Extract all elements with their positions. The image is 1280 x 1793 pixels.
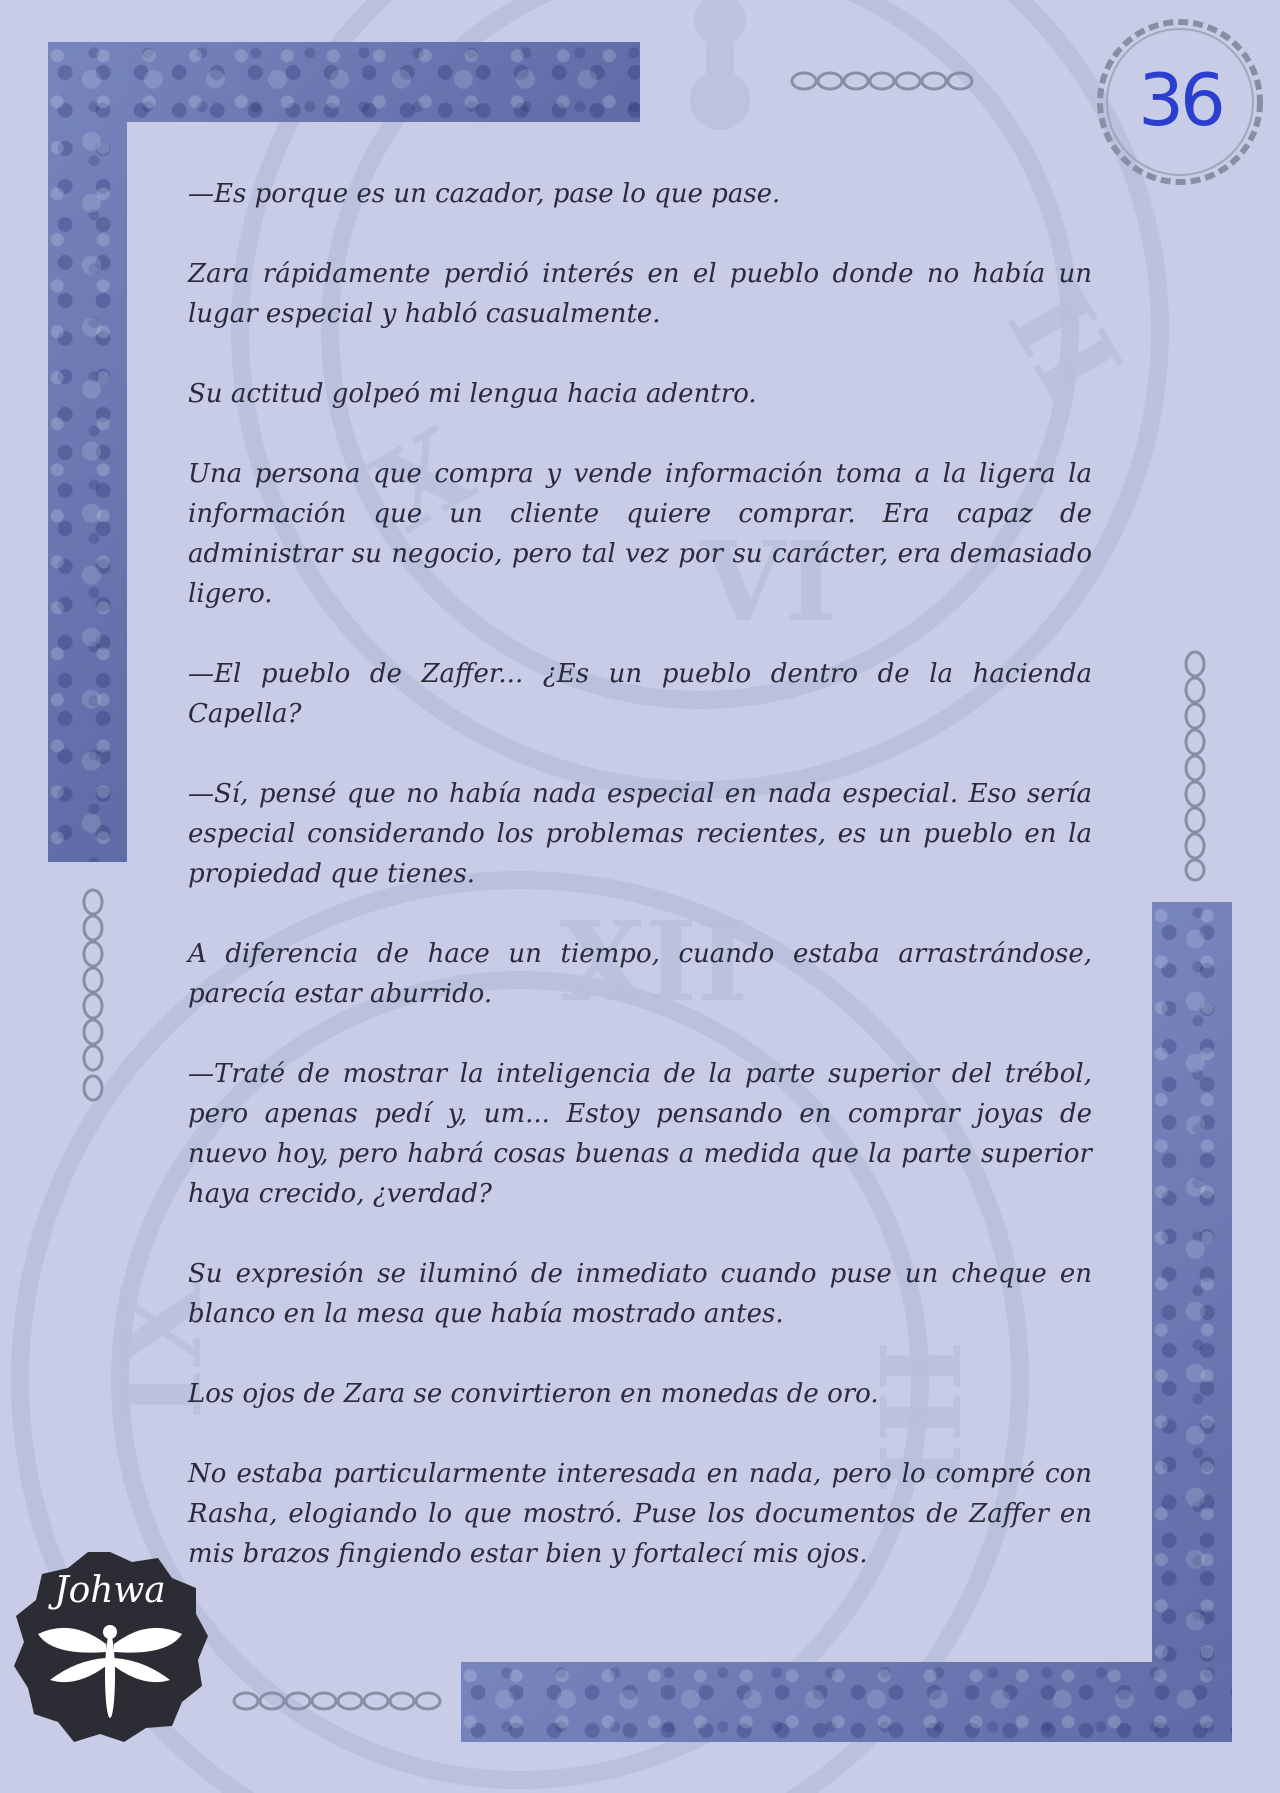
chain-decoration-bottom	[232, 1686, 442, 1716]
paragraph: —El pueblo de Zaffer... ¿Es un pueblo dentro de la hacienda Capella?	[188, 659, 1092, 729]
paragraph: No estaba particularmente interesada en nada, pero lo compré con Rasha, elogiando lo que mostró. Puse los documentos de Zaffer en mis brazos fingiendo estar bien y fortalecí mis ojos.	[188, 1459, 1092, 1569]
page-number: 36	[1138, 58, 1222, 142]
chain-decoration-right	[1180, 650, 1210, 882]
paragraph: A diferencia de hace un tiempo, cuando estaba arrastrándose, parecía estar aburrido.	[188, 939, 1092, 1009]
svg-text:X: X	[353, 402, 493, 558]
floral-frame-left	[48, 42, 127, 862]
floral-frame-bottom	[461, 1662, 1232, 1742]
floral-frame-top	[48, 42, 640, 122]
svg-text:II: II	[982, 266, 1147, 421]
paragraph: —Traté de mostrar la inteligencia de la parte superior del trébol, pero apenas pedí y, um... Estoy pensando en comprar joyas de nuevo hoy, pero habrá cosas buenas a medida que la parte superior haya crecido, ¿verdad?	[188, 1059, 1092, 1209]
chain-decoration-left	[78, 888, 108, 1108]
floral-frame-right	[1152, 902, 1232, 1707]
paragraph: Los ojos de Zara se convirtieron en monedas de oro.	[188, 1379, 879, 1409]
paragraph: —Sí, pensé que no había nada especial en nada especial. Eso sería especial considerando los problemas recientes, es un pueblo en la propiedad que tienes.	[188, 779, 1092, 889]
svg-text:VI: VI	[700, 517, 837, 646]
svg-text:XII: XII	[560, 897, 749, 1026]
chain-decoration-top	[790, 66, 986, 96]
svg-text:III: III	[854, 1340, 983, 1495]
paragraph: Zara rápidamente perdió interés en el pueblo donde no había un lugar especial y habló casualmente.	[188, 259, 1092, 329]
story-text	[188, 174, 1092, 1614]
svg-text:IX: IX	[97, 1283, 226, 1420]
logo-text: Johwa	[54, 1570, 166, 1611]
paragraph: Su expresión se iluminó de inmediato cuando puse un cheque en blanco en la mesa que había mostrado antes.	[188, 1259, 1092, 1329]
paragraph: Una persona que compra y vende información toma a la ligera la información que un cliente quiere comprar. Era capaz de administrar su negocio, pero tal vez por su carácter, era demasiado ligero.	[188, 459, 1092, 609]
paragraph: Su actitud golpeó mi lengua hacia adentro.	[188, 379, 757, 409]
paragraph: —Es porque es un cazador, pase lo que pase.	[188, 179, 781, 209]
